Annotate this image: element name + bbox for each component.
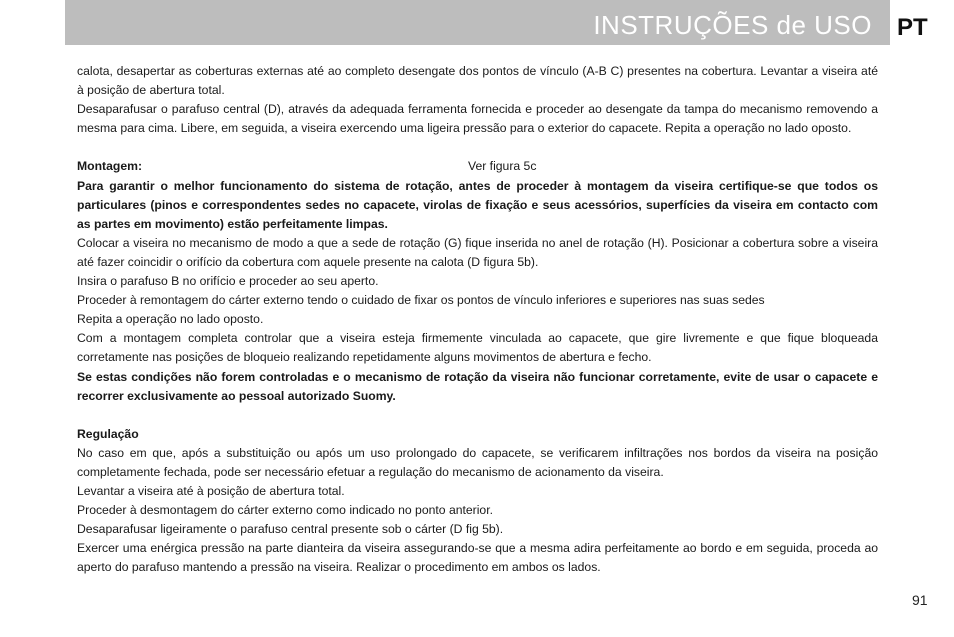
paragraph-calota: calota, desapertar as coberturas externas até ao completo desengate dos pontos de vínculo (A-B C) presentes na cobertura. Levantar a viseira até à posição de abertura total. [77, 64, 878, 98]
paragraph-warning-suomy: Se estas condições não forem controladas e o mecanismo de rotação da viseira não funcionar corretamente, evite de usar o capacete e recorrer exclusivamente ao pessoal autorizado Suomy. [77, 369, 878, 403]
regulacao-heading: Regulação [77, 426, 139, 441]
paragraph-colocar: Colocar a viseira no mecanismo de modo a que a sede de rotação (G) fique inserida no anel de rotação (H). Posicionar a cobertura sobre a viseira até fazer coincidir o orifício da cobertura com aquele presente na calota (D figura 5b). [77, 235, 878, 269]
spacer [77, 406, 878, 425]
paragraph-warning-clean: Para garantir o melhor funcionamento do sistema de rotação, antes de proceder à montagem da viseira certifique-se que todos os particulares (pinos e correspondentes sedes no capacete, virolas de fixação e seus acessórios, superfícies da viseira em contacto com as partes em movimento) estão perfeitamente limpas. [77, 178, 878, 231]
paragraph-levantar: Levantar a viseira até à posição de abertura total. [77, 484, 345, 499]
page-number: 91 [912, 592, 928, 608]
figure-reference: Ver figura 5c [468, 159, 537, 174]
paragraph-desaparafusar: Desaparafusar o parafuso central (D), através da adequada ferramenta fornecida e proceder ao desengate da tampa do mecanismo removendo a mesma para cima. Libere, em seguida, a viseira exercendo uma ligeira pressão para o exterior do capacete. Repita a operação no lado oposto. [77, 102, 878, 136]
body-text [77, 62, 878, 578]
paragraph-desmontagem: Proceder à desmontagem do cárter externo como indicado no ponto anterior. [77, 503, 493, 518]
montagem-heading-row [77, 157, 878, 176]
paragraph-remontagem: Proceder à remontagem do cárter externo tendo o cuidado de fixar os pontos de vínculo inferiores e superiores nas suas sedes [77, 293, 765, 308]
language-code: PT [897, 14, 928, 41]
paragraph-repita: Repita a operação no lado oposto. [77, 312, 264, 327]
spacer [77, 138, 878, 157]
paragraph-insira: Insira o parafuso B no orifício e proceder ao seu aperto. [77, 274, 379, 289]
paragraph-infiltracoes: No caso em que, após a substituição ou após um uso prolongado do capacete, se verificarem infiltrações nos bordos da viseira na posição completamente fechada, pode ser necessário efetuar a regulação do mecanismo de acionamento da viseira. [77, 445, 878, 479]
montagem-heading: Montagem: [77, 159, 142, 174]
paragraph-controlar: Com a montagem completa controlar que a viseira esteja firmemente vinculada ao capacete, que gire livremente e que fique bloqueada corretamente nas posições de bloqueio realizando repetidamente alguns movimentos de abertura e fecho. [77, 331, 878, 365]
paragraph-exercer: Exercer uma enérgica pressão na parte dianteira da viseira assegurando-se que a mesma adira perfeitamente ao bordo e em seguida, proceda ao aperto do parafuso mantendo a pressão na viseira. Realizar o procedimento em ambos os lados. [77, 541, 878, 575]
header-bar [65, 0, 890, 45]
page-title: INSTRUÇÕES de USO [593, 10, 872, 40]
paragraph-desaparafusar-ligeiramente: Desaparafusar ligeiramente o parafuso central presente sob o cárter (D fig 5b). [77, 522, 504, 537]
